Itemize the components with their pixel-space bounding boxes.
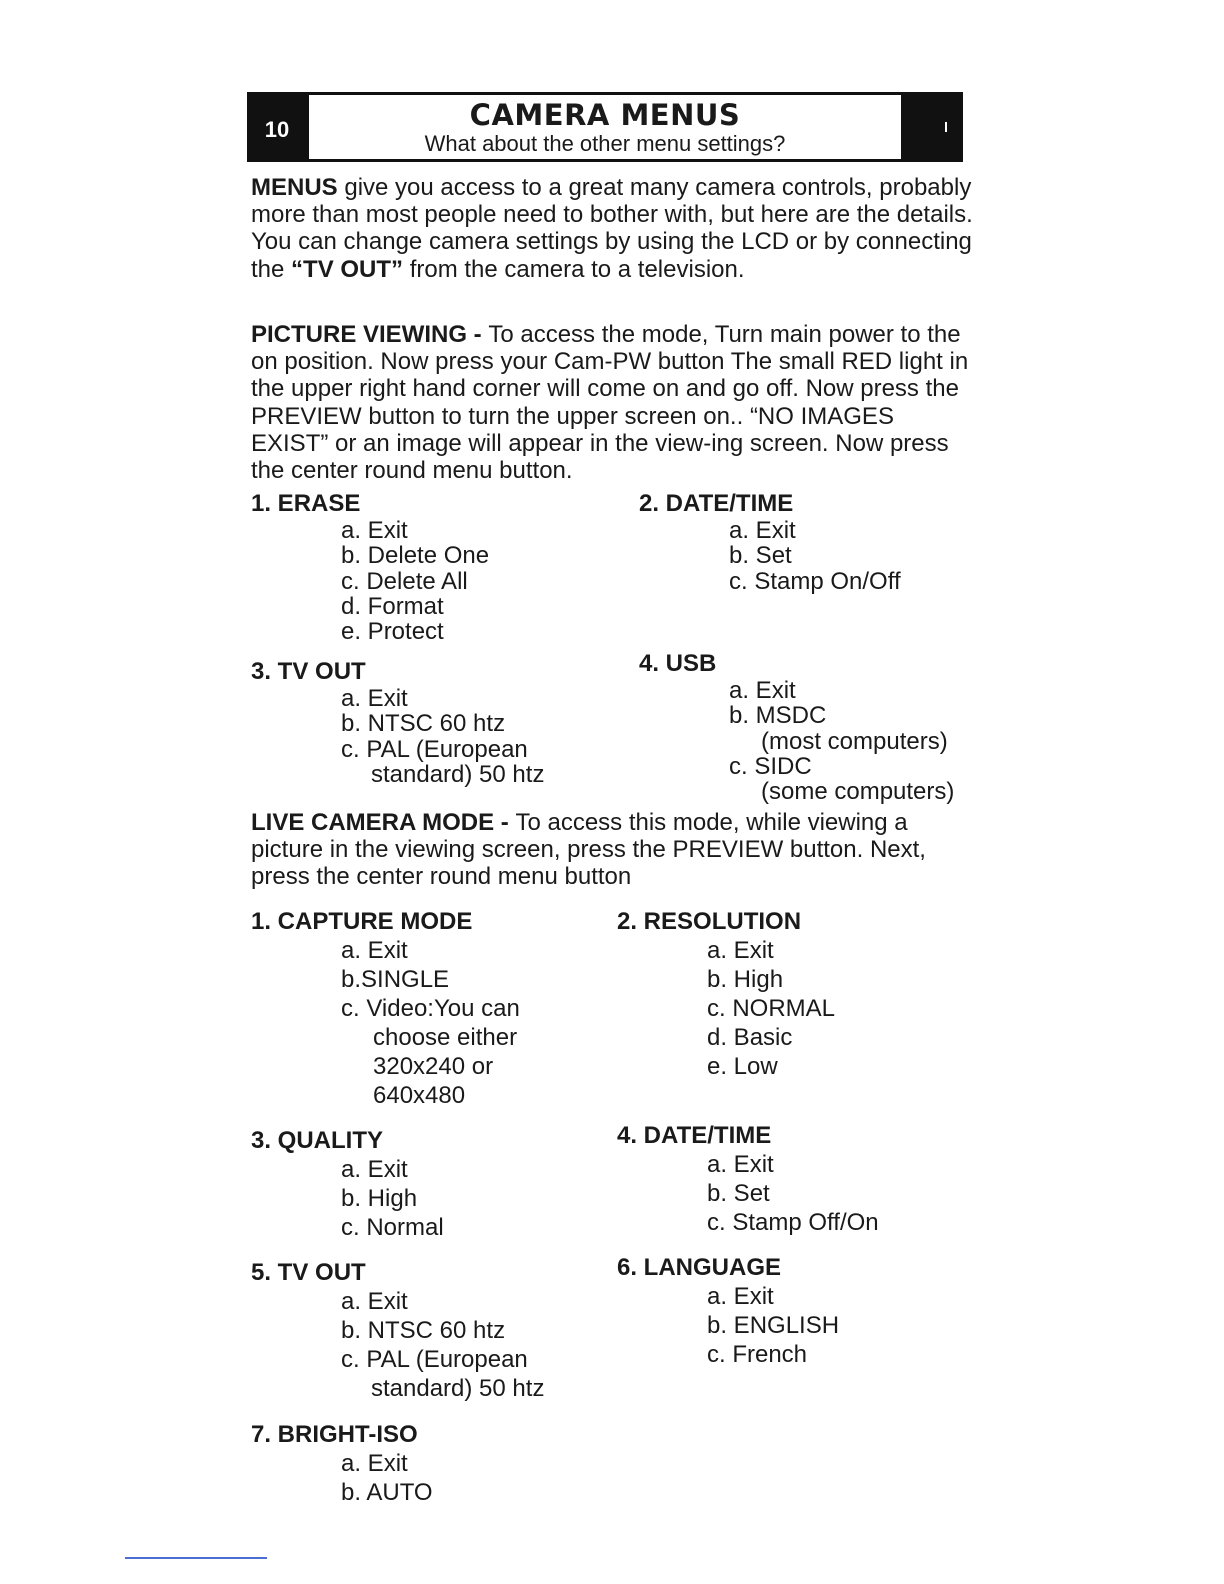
menu-item: b. NTSC 60 htz [341,710,506,738]
menu-item: b. NTSC 60 htz [341,1317,506,1344]
menu-item: a. Exit [729,677,796,704]
intro-paragraph [251,174,975,283]
menu-item: (some computers) [761,778,955,806]
menu-item: c. SIDC [729,752,812,780]
menu-item: a. Exit [341,685,408,712]
menu-item: b. Delete One [341,542,490,570]
menu-title: 7. BRIGHT-ISO [251,1421,418,1448]
menu-item: a. Exit [707,937,774,964]
menu-items [341,518,489,644]
menu-item: standard) 50 htz [371,760,545,788]
menu-title: 1. ERASE [251,490,361,517]
menu-items [729,678,954,804]
menu-item: e. Low [707,1053,778,1080]
menu-item: e. Protect [341,618,444,646]
live-camera-paragraph [251,809,975,891]
menu-tv-out [251,658,544,787]
menu-item: choose either [373,1024,518,1051]
menu-item: a. Exit [341,1450,408,1477]
menu-item: c. Normal [341,1214,444,1241]
menu-items [729,518,901,594]
menu-item: c. French [707,1341,808,1368]
menu-item: d. Basic [707,1024,793,1051]
page-header [247,92,963,162]
picture-viewing-text: To access the mode, Turn main power to the on position. Now press your Cam-PW button The small RED light in the upper right hand corner will come on and go off. Now press the PREVIEW button to turn the upper screen on.. “NO IMAGES EXIST” or an image will appear in the view-ing screen. Now press the center round menu button. [251,321,969,485]
menu-item: b. High [707,966,784,993]
menu-title: 2. DATE/TIME [639,490,794,517]
intro-emphasis: “TV OUT” [291,255,404,283]
header-mark [945,122,947,132]
menu-item: a. Exit [707,1283,774,1310]
menu-item: a. Exit [341,517,408,544]
menu-tv-out-live [251,1259,544,1403]
menu-date-time-live [617,1122,879,1237]
menu-items [341,1449,433,1507]
page-number: 10 [264,117,290,142]
menu-title: 2. RESOLUTION [617,908,802,935]
menu-item: c. Stamp On/Off [729,567,901,595]
menu-item: c. Delete All [341,567,468,595]
menu-item: b. ENGLISH [707,1312,840,1339]
menu-item: c. PAL (European [341,1346,528,1373]
menu-item: 320x240 or [373,1053,494,1080]
menu-item: b.SINGLE [341,966,450,993]
menu-item: c. NORMAL [707,995,836,1022]
menu-item: a. Exit [707,1151,774,1178]
menu-resolution [617,908,835,1081]
menu-item: a. Exit [341,1156,408,1183]
menu-bright-iso [251,1421,433,1507]
intro-lead: MENUS [251,174,338,201]
menu-items [707,1150,879,1237]
menu-item: c. Stamp Off/On [707,1209,879,1236]
menu-items [341,686,544,787]
live-camera-lead: LIVE CAMERA MODE - [251,809,516,836]
menu-item: 640x480 [373,1082,466,1109]
menu-item: b. AUTO [341,1479,433,1506]
menu-title: 1. CAPTURE MODE [251,908,473,935]
menu-item: b. MSDC [729,702,827,730]
menu-item: standard) 50 htz [371,1375,545,1402]
menu-item: d. Format [341,592,444,620]
menu-item: a. Exit [341,937,408,964]
menu-title: 3. QUALITY [251,1127,384,1154]
menu-items [341,936,520,1110]
footer-rule [125,1557,267,1559]
menu-item: a. Exit [729,517,796,544]
page-title: CAMERA MENUS [469,98,741,132]
menu-title: 3. TV OUT [251,658,366,685]
menu-items [707,1282,839,1369]
menu-usb [639,650,954,804]
menu-item: c. Video:You can [341,995,520,1022]
menu-title: 6. LANGUAGE [617,1254,782,1281]
menu-items [341,1155,444,1242]
menu-title: 4. USB [639,650,717,677]
picture-viewing-paragraph [251,321,975,484]
intro-text-2: from the camera to a television. [403,255,745,283]
menu-quality [251,1127,444,1242]
menu-date-time [639,490,901,594]
menu-item: c. PAL (European [341,735,528,763]
menu-items [341,1287,544,1403]
menu-item: b. Set [729,542,792,570]
menu-item: b. Set [707,1180,770,1207]
menu-item: b. High [341,1185,418,1212]
menu-item: (most computers) [761,727,948,755]
menu-capture-mode [251,908,520,1110]
menu-items [707,936,835,1081]
page-subtitle: What about the other menu settings? [424,131,786,156]
menu-title: 4. DATE/TIME [617,1122,772,1149]
live-camera-text: To access this mode, while viewing a picture in the viewing screen, press the PREVIEW button. Next, press the center round menu button [251,809,926,891]
header-title-box [309,95,901,159]
menu-language [617,1254,839,1369]
menu-item: a. Exit [341,1288,408,1315]
picture-viewing-lead: PICTURE VIEWING - [251,321,489,348]
menu-title: 5. TV OUT [251,1259,366,1286]
intro-text-1: give you access to a great many camera controls, probably more than most people need to bother with, but here are the details. You can change camera settings by using the LCD or by connecting the [251,174,973,283]
menu-erase [251,490,489,644]
